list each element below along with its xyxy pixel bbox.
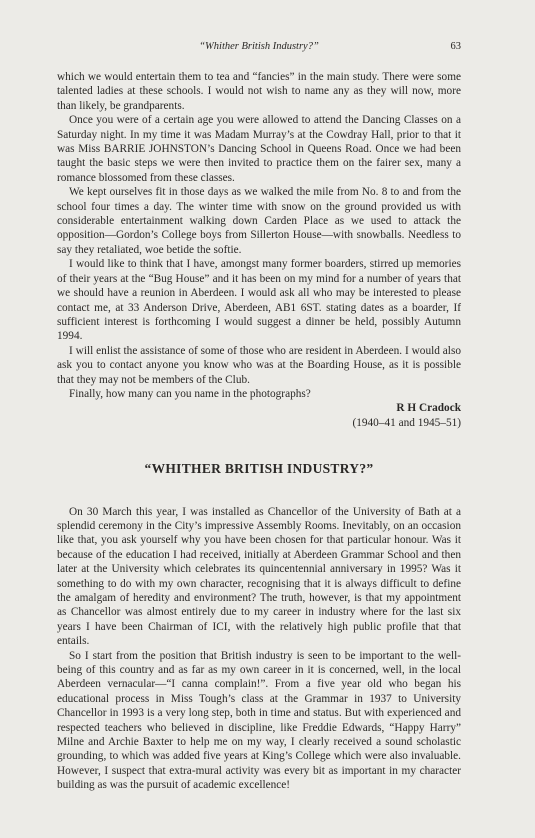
running-title: “Whither British Industry?” [199, 41, 319, 52]
paragraph: I will enlist the assistance of some of those who are resident in Aberdeen. I would also ask you to contact anyone you know who was at the Boarding House, as it is possible that they may not be members of the Club. [57, 344, 461, 386]
paragraph: On 30 March this year, I was installed as Chancellor of the University of Bath at a splendid ceremony in the City’s impressive Assembly Rooms. Inevitably, on an occasion like that, you ask yourself why you have been chosen for that particular honour. Was it because of the education I had received, initially at Aberdeen Grammar School and then later at the University which celebrates its quincentennial anniversary in 1995? Was it something to do with my own character, recognising that it is always difficult to define the amalgam of heredity and environment? The truth, however, is that my appointment as Chancellor was almost entirely due to my career in industry where for the last six years I have been Chairman of ICI, with the relatively high public profile that that entails. [57, 505, 461, 648]
paragraph: Finally, how many can you name in the photographs? [69, 387, 311, 400]
page-number: 63 [450, 41, 461, 52]
paragraph: which we would entertain them to tea and “fancies” in the main study. There were some talented ladies at these schools. I would not wish to name any as they will now, more than likely, be grandparents. [57, 71, 461, 112]
paragraph: Once you were of a certain age you were allowed to attend the Dancing Classes on a Saturday night. In my time it was Madam Murray’s at the Cowdray Hall, prior to that it was Miss BARRIE JOHNSTON’s Dancing School in Queens Road. Once we had been taught the basic steps we were then invited to practice them on the fairer sex, many a romance blossomed from these classes. [57, 114, 461, 184]
paragraph: I would like to think that I have, amongst many former boarders, stirred up memories of their years at the “Bug House” and it has been on my mind for a number of years that we should have a reunion in Aberdeen. I would ask all who may be interested to please contact me, at 33 Anderson Drive, Aberdeen, AB1 6ST. stating dates as a boarder, If sufficient interest is forthcoming I would suggest a dinner be held, possibly Autumn 1994. [57, 258, 461, 343]
page-body [57, 70, 461, 793]
signature-dates: (1940–41 and 1945–51) [352, 416, 461, 429]
paragraph: We kept ourselves fit in those days as we walked the mile from No. 8 to and from the school four times a day. The winter time with snow on the ground provided us with considerable entertainment walking down Carden Place as we used to attack the opposition—Gordon’s College boys from Sillerton House—with snowballs. Needless to say they retaliated, woe betide the softie. [57, 186, 461, 256]
signature-name: R H Cradock [396, 402, 461, 415]
paragraph: So I start from the position that British industry is seen to be important to the well-being of this country and as far as my own career in it is concerned, well, in the local Aberdeen vernacular—“I canna complain!”. From a five year old who began his educational process in Miss Tough’s class at the Grammar in 1937 to University Chancellor in 1993 is a very long step, both in time and status. But with experienced and respected teachers who believed in discipline, like Freddie Edwards, “Happy Harry” Milne and Archie Baxter to help me on my way, I clearly received a sound scholastic grounding, to which was added five years at King’s College which were also invaluable. However, I suspect that extra-mural activity was every bit as important in my character building as was the pursuit of academic excellence! [57, 649, 461, 792]
page-header [57, 41, 461, 55]
section-title: “WHITHER BRITISH INDUSTRY?” [144, 461, 374, 477]
